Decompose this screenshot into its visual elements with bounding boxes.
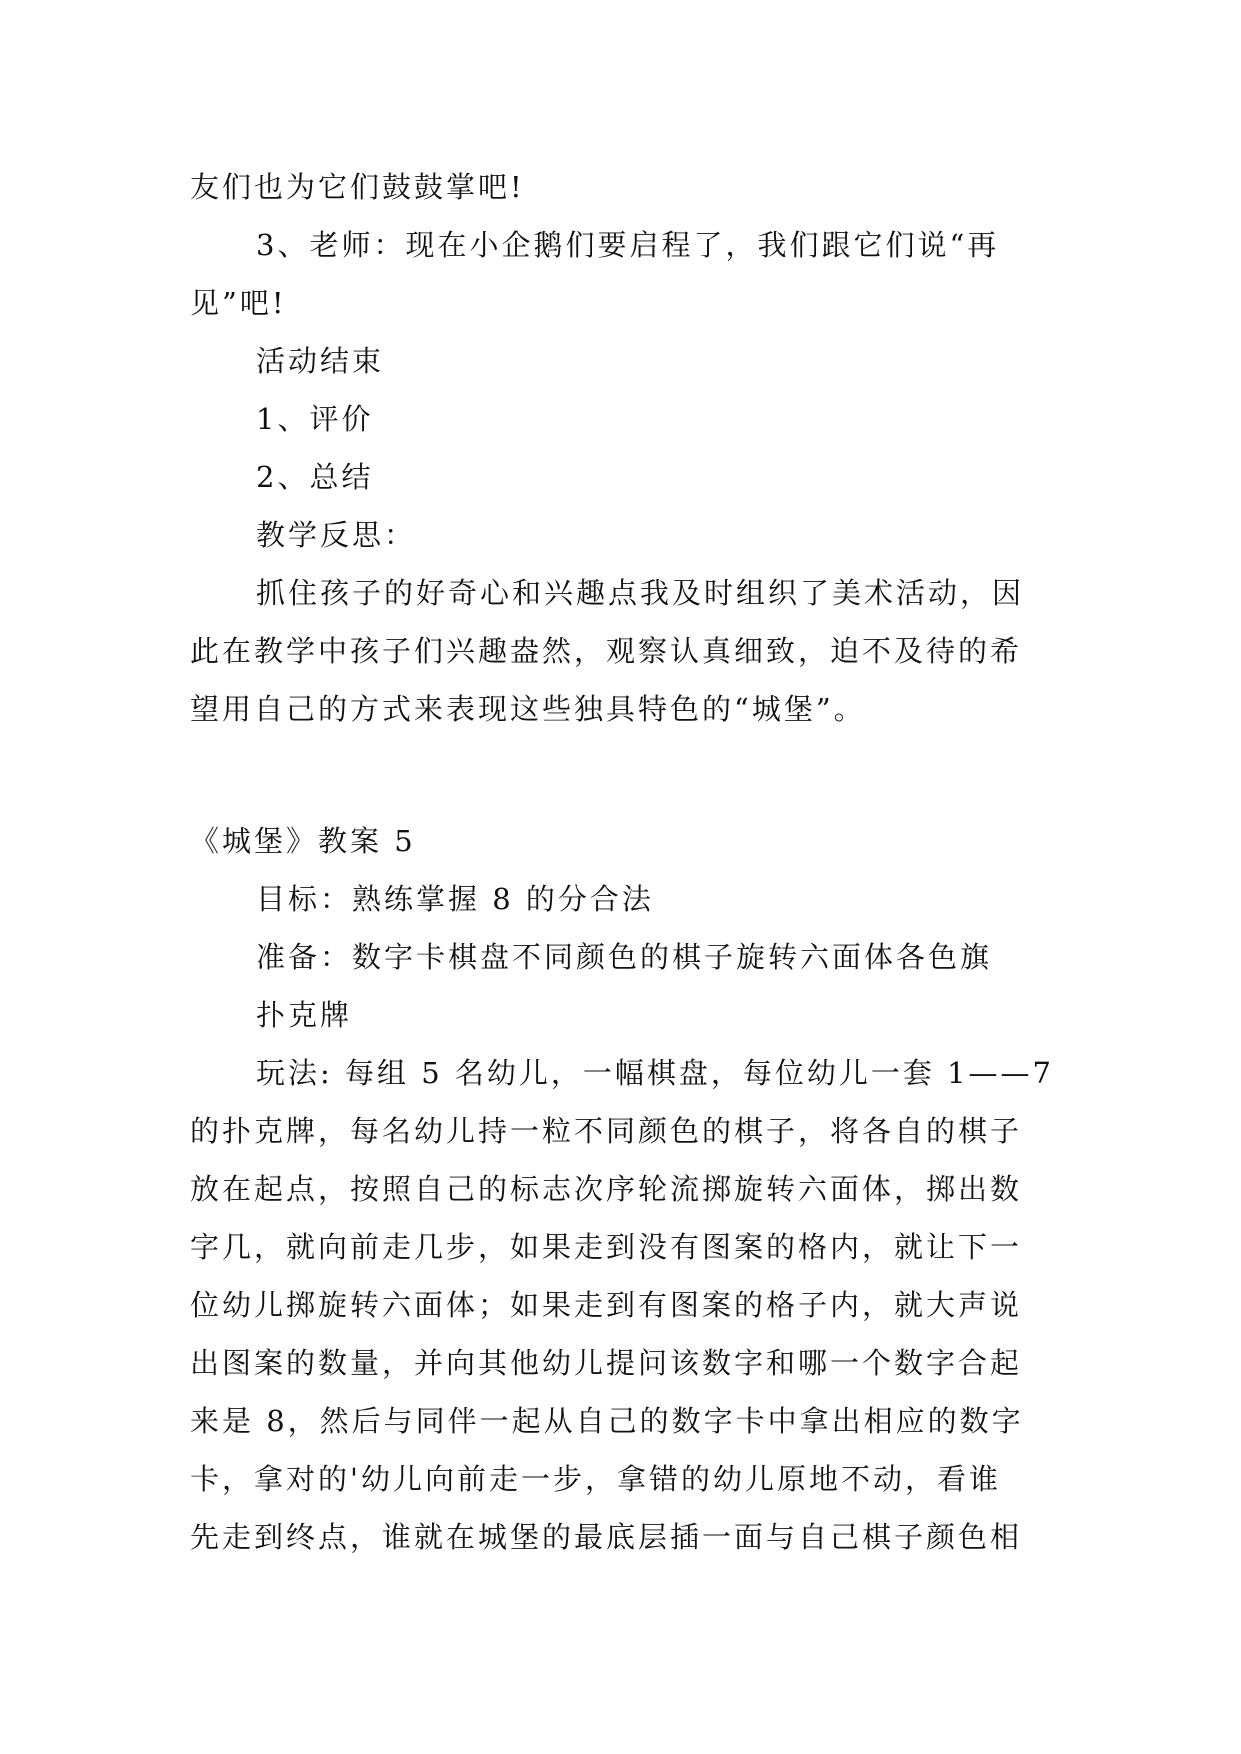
text-line: 玩法: 每组 5 名幼儿，一幅棋盘，每位幼儿一套 1——7 bbox=[256, 1056, 1054, 1090]
list-item-summary: 2、总结 bbox=[256, 460, 374, 494]
text-line: 3、老师：现在小企鹅们要启程了，我们跟它们说“再 bbox=[256, 228, 1000, 262]
paragraph-reflection bbox=[190, 564, 1050, 738]
activity-end-heading: 活动结束 bbox=[256, 344, 385, 378]
paragraph-gameplay bbox=[190, 1044, 1054, 1566]
text-line: 此在教学中孩子们兴趣盎然，观察认真细致，迫不及待的希 bbox=[190, 634, 1023, 668]
text-line: 先走到终点，谁就在城堡的最底层插一面与自己棋子颜色相 bbox=[190, 1520, 1023, 1554]
text-line: 出图案的数量，并向其他幼儿提问该数字和哪一个数字合起 bbox=[190, 1346, 1023, 1380]
paragraph-preparation bbox=[190, 928, 1050, 1044]
paragraph-teacher-farewell bbox=[190, 216, 1050, 332]
section-title: 《城堡》教案 5 bbox=[190, 824, 416, 858]
reflection-heading: 教学反思： bbox=[256, 518, 417, 552]
document-page bbox=[190, 158, 1054, 1566]
list-item-evaluation: 1、评价 bbox=[256, 402, 374, 436]
text-line: 的扑克牌，每名幼儿持一粒不同颜色的棋子，将各自的棋子 bbox=[190, 1114, 1023, 1148]
text-line: 见”吧! bbox=[190, 286, 287, 320]
text-line: 字几，就向前走几步，如果走到没有图案的格内，就让下一 bbox=[190, 1230, 1023, 1264]
section-spacer bbox=[190, 738, 1050, 812]
goal-line: 目标：熟练掌握 8 的分合法 bbox=[256, 882, 654, 916]
text-line: 位幼儿掷旋转六面体；如果走到有图案的格子内，就大声说 bbox=[190, 1288, 1023, 1322]
text-line: 来是 8，然后与同伴一起从自己的数字卡中拿出相应的数字 bbox=[190, 1404, 1024, 1438]
text-line: 望用自己的方式来表现这些独具特色的“城堡”。 bbox=[190, 692, 866, 726]
text-line: 扑克牌 bbox=[256, 998, 353, 1032]
text-line: 友们也为它们鼓鼓掌吧! bbox=[190, 170, 525, 204]
paragraph-continuation bbox=[190, 158, 1050, 216]
text-line: 放在起点，按照自己的标志次序轮流掷旋转六面体，掷出数 bbox=[190, 1172, 1023, 1206]
text-line: 抓住孩子的好奇心和兴趣点我及时组织了美术活动，因 bbox=[256, 576, 1025, 610]
text-line: 准备：数字卡棋盘不同颜色的棋子旋转六面体各色旗 bbox=[256, 940, 993, 974]
text-line: 卡，拿对的'幼儿向前走一步，拿错的幼儿原地不动，看谁 bbox=[190, 1462, 1001, 1496]
